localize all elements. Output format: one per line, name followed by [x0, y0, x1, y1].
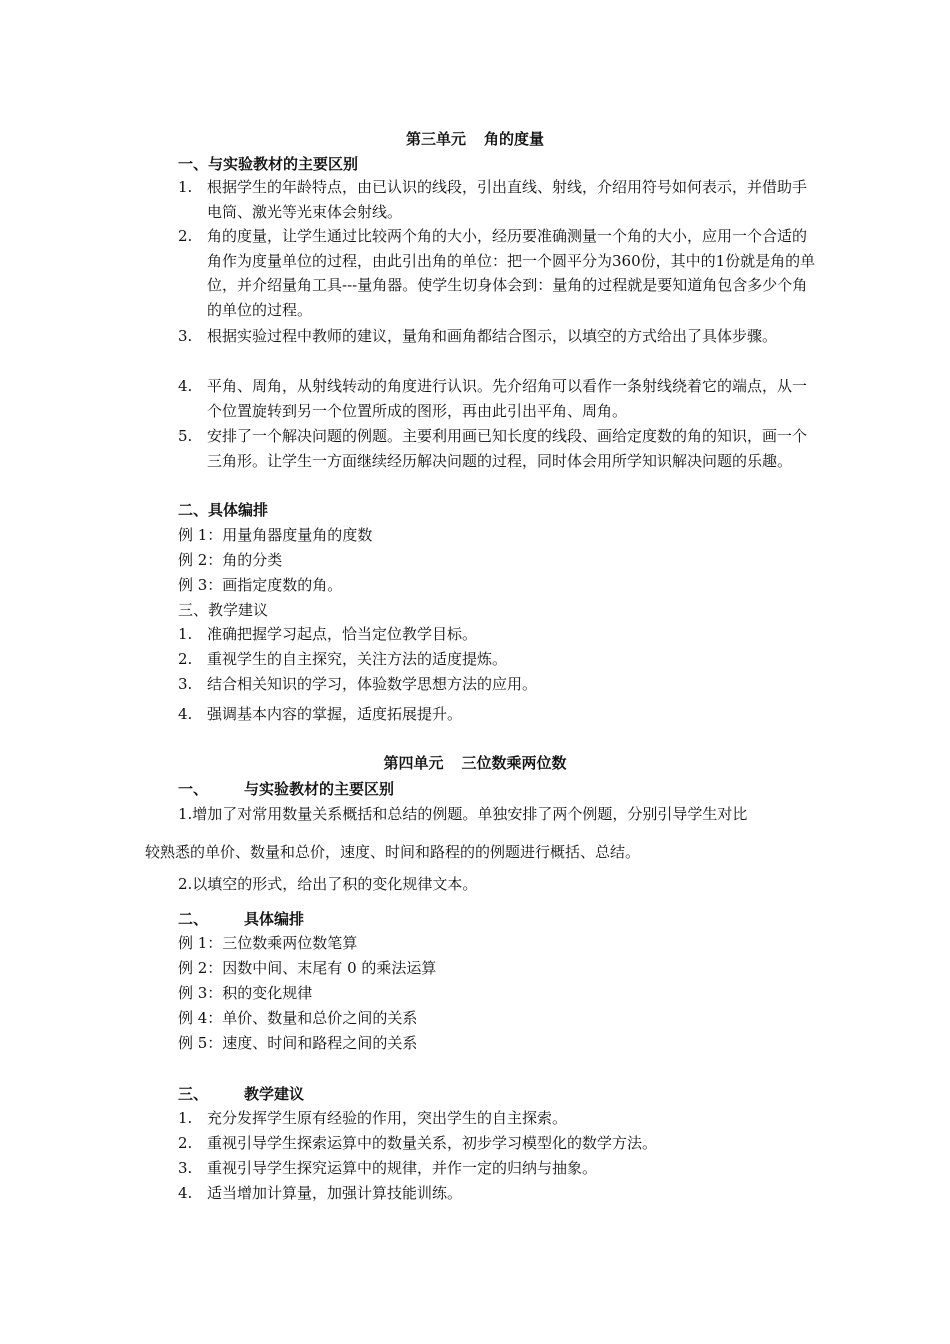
- unit4-para1-line1: 1.增加了对常用数量关系概括和总结的例题。单独安排了两个例题，分别引导学生对比: [178, 805, 748, 823]
- section-number: 二、: [178, 910, 209, 928]
- unit4-section3-heading: [178, 1083, 304, 1104]
- item-number: 3.: [178, 327, 193, 345]
- item-text: 根据实验过程中教师的建议，量角和画角都结合图示，以填空的方式给出了具体步骤。: [207, 327, 778, 345]
- section-title: 具体编排: [244, 910, 305, 928]
- unit4-suggestion-3: [178, 1156, 818, 1181]
- item-number: 3.: [178, 1159, 193, 1177]
- unit3-section3-heading: 三、教学建议: [178, 601, 269, 619]
- item-number: 5.: [178, 427, 193, 445]
- unit4-suggestion-2: [178, 1131, 818, 1156]
- unit3-section2-heading: 二、具体编排: [178, 501, 269, 519]
- unit3-item-2: [178, 224, 818, 322]
- unit3-title: [0, 128, 950, 149]
- unit3-item-5: [178, 424, 818, 473]
- unit4-title: [0, 752, 950, 773]
- item-number: 1.: [178, 1109, 193, 1127]
- unit4-suggestion-4: [178, 1181, 818, 1206]
- item-number: 4.: [178, 1184, 193, 1202]
- item-text: 强调基本内容的掌握，适度拓展提升。: [207, 705, 463, 723]
- unit3-suggestion-2: [178, 647, 818, 672]
- unit3-suggestion-3: [178, 672, 818, 697]
- item-number: 2.: [178, 650, 193, 668]
- unit4-para2: 2.以填空的形式，给出了积的变化规律文本。: [178, 875, 478, 893]
- unit4-title-number: 第四单元: [383, 754, 444, 772]
- section-title: 与实验教材的主要区别: [244, 780, 395, 798]
- unit3-title-topic: 角的度量: [484, 130, 545, 148]
- unit3-example-2: 例 2：角的分类: [178, 551, 283, 569]
- unit4-suggestion-1: [178, 1106, 818, 1131]
- item-number: 1.: [178, 178, 193, 196]
- unit4-section2-heading: [178, 908, 304, 929]
- unit3-example-1: 例 1：用量角器度量角的度数: [178, 526, 373, 544]
- unit4-example-4: 例 4：单价、数量和总价之间的关系: [178, 1009, 418, 1027]
- unit4-title-topic: 三位数乘两位数: [461, 754, 567, 772]
- unit3-suggestion-4: [178, 702, 818, 727]
- unit3-item-3: [178, 324, 818, 349]
- item-text: 根据学生的年龄特点，由已认识的线段，引出直线、射线，介绍用符号如何表示，并借助手电筒、激光等光束体会射线。: [207, 178, 808, 221]
- item-text: 充分发挥学生原有经验的作用，突出学生的自主探索。: [207, 1109, 568, 1127]
- item-text: 重视引导学生探索运算中的数量关系，初步学习模型化的数学方法。: [207, 1134, 658, 1152]
- item-text: 平角、周角，从射线转动的角度进行认识。先介绍角可以看作一条射线绕着它的端点，从一个位置旋转到另一个位置所成的图形，再由此引出平角、周角。: [207, 377, 808, 420]
- section-number: 三、: [178, 1085, 209, 1103]
- section-number: 一、: [178, 780, 209, 798]
- item-number: 3.: [178, 675, 193, 693]
- item-text: 结合相关知识的学习，体验数学思想方法的应用。: [207, 675, 538, 693]
- item-text: 重视学生的自主探究，关注方法的适度提炼。: [207, 650, 508, 668]
- item-number: 2.: [178, 1134, 193, 1152]
- item-text: 重视引导学生探究运算中的规律，并作一定的归纳与抽象。: [207, 1159, 598, 1177]
- section-title: 教学建议: [244, 1085, 305, 1103]
- item-text: 准确把握学习起点，恰当定位教学目标。: [207, 625, 478, 643]
- item-number: 4.: [178, 377, 193, 395]
- unit4-example-2: 例 2：因数中间、末尾有 0 的乘法运算: [178, 959, 437, 977]
- item-text: 适当增加计算量，加强计算技能训练。: [207, 1184, 463, 1202]
- item-number: 2.: [178, 227, 193, 245]
- unit3-suggestion-1: [178, 622, 818, 647]
- unit3-title-number: 第三单元: [405, 130, 466, 148]
- item-text: 安排了一个解决问题的例题。主要利用画已知长度的线段、画给定度数的角的知识，画一个三角形。让学生一方面继续经历解决问题的过程，同时体会用所学知识解决问题的乐趣。: [207, 427, 808, 470]
- unit4-example-1: 例 1：三位数乘两位数笔算: [178, 934, 358, 952]
- unit3-section1-heading: 一、与实验教材的主要区别: [178, 155, 359, 173]
- unit3-item-1: [178, 175, 818, 224]
- item-number: 1.: [178, 625, 193, 643]
- unit4-para1-line2: 较熟悉的单价、数量和总价，速度、时间和路程的的例题进行概括、总结。: [145, 843, 641, 861]
- unit4-example-3: 例 3：积的变化规律: [178, 984, 313, 1002]
- unit4-example-5: 例 5：速度、时间和路程之间的关系: [178, 1034, 418, 1052]
- item-text: 角的度量，让学生通过比较两个角的大小，经历要准确测量一个角的大小，应用一个合适的角作为度量单位的过程，由此引出角的单位：把一个圆平分为360份，其中的1份就是角的单位，并介绍量角工具---量角器。使学生切身体会到：量角的过程就是要知道角包含多少个角的单位的过程。: [207, 227, 816, 319]
- item-number: 4.: [178, 705, 193, 723]
- unit3-example-3: 例 3：画指定度数的角。: [178, 576, 343, 594]
- unit4-section1-heading: [178, 778, 394, 799]
- unit3-item-4: [178, 374, 818, 423]
